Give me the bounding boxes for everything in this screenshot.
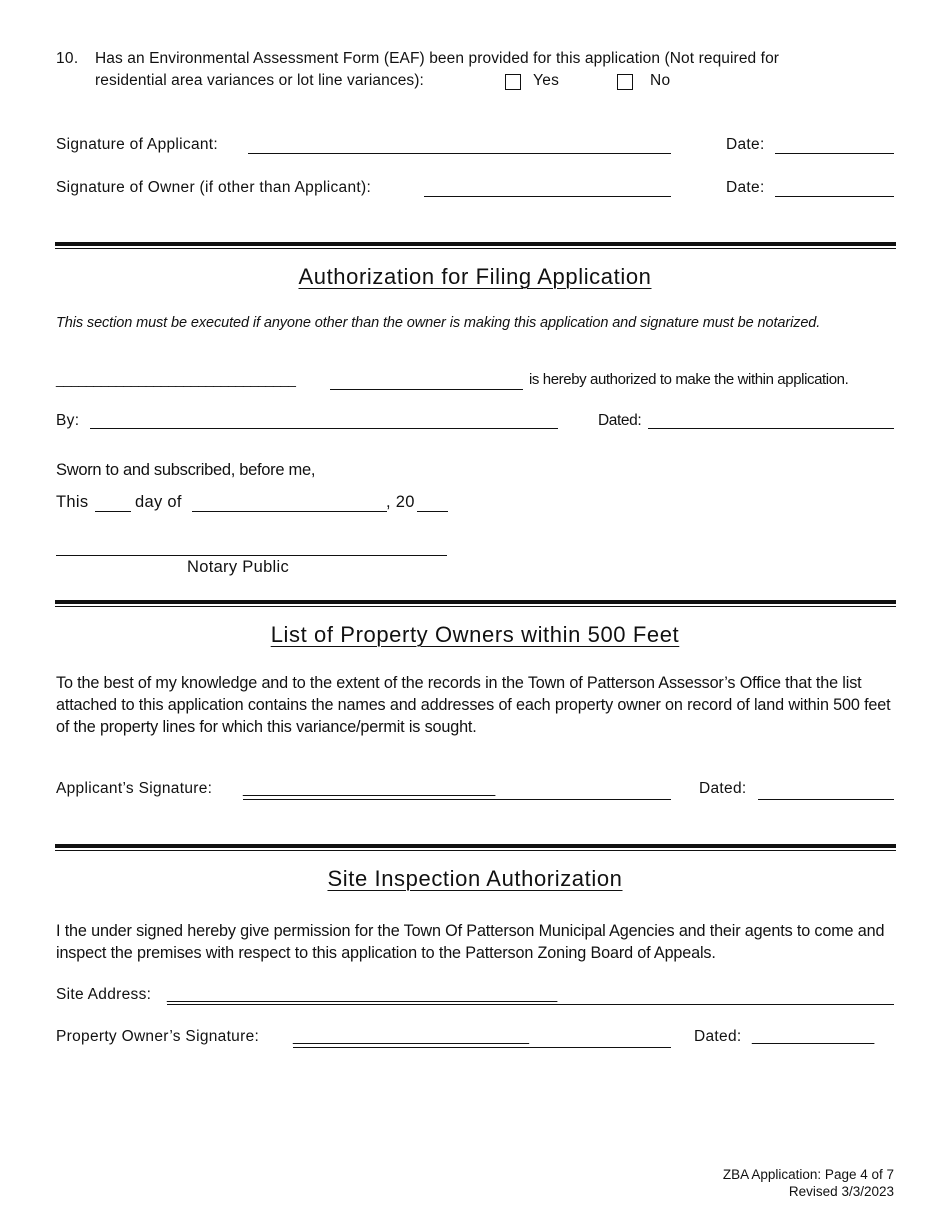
section-divider-thin — [55, 248, 896, 249]
authorized-name-dashes: ________________________________ — [56, 371, 296, 387]
section-divider — [55, 600, 896, 604]
applicant-signature-label: Signature of Applicant: — [56, 136, 219, 153]
question-10 — [0, 0, 950, 100]
property-owners-title: List of Property Owners within 500 Feet — [270, 622, 680, 647]
notary-public-label: Notary Public — [187, 558, 290, 576]
by-field[interactable] — [90, 428, 558, 429]
authorization-note: This section must be executed if anyone other than the owner is making this application and signature must be notarized. — [56, 315, 821, 331]
site-address-dashes: ________________________________________________ — [167, 986, 557, 1003]
section-divider — [55, 242, 896, 246]
site-inspection-title: Site Inspection Authorization — [327, 866, 623, 891]
site-dated-dashes[interactable]: _______________ — [752, 1028, 874, 1045]
authorization-dated-label: Dated: — [598, 412, 642, 429]
owner-date-field[interactable] — [775, 196, 894, 197]
question-text-line2: residential area variances or lot line variances): — [95, 72, 424, 89]
applicants-signature-field[interactable] — [243, 799, 671, 800]
property-owners-paragraph: To the best of my knowledge and to the extent of the records in the Town of Patterson Assessor’s Office that the list attached to this application contains the names and addresses of each property owner on record of land within 500 feet of the property lines for which this variance/permit is sought. — [56, 674, 891, 736]
applicant-signature-field[interactable] — [248, 153, 671, 154]
property-owners-dated-label: Dated: — [699, 780, 747, 797]
property-owner-signature-label: Property Owner’s Signature: — [56, 1028, 260, 1045]
authorized-name-field[interactable] — [330, 389, 523, 390]
footer-page-number: ZBA Application: Page 4 of 7 — [722, 1167, 894, 1182]
eaf-yes-label: Yes — [533, 72, 560, 89]
applicants-signature-dashes: _______________________________ — [243, 780, 495, 797]
section-divider — [55, 844, 896, 848]
property-owner-signature-field[interactable] — [293, 1047, 671, 1048]
site-dated-label: Dated: — [694, 1028, 742, 1045]
footer-revised-date: Revised 3/3/2023 — [788, 1184, 894, 1199]
authorized-text: is hereby authorized to make the within application. — [529, 371, 849, 388]
property-owners-dated-field[interactable] — [758, 799, 894, 800]
section-divider-thin — [55, 850, 896, 851]
year-field[interactable] — [417, 511, 448, 512]
site-inspection-paragraph: I the under signed hereby give permission for the Town Of Patterson Municipal Agencies and their agents to come and inspect the premises with respect to this application to the Patterson Zoning Board of Appeals. — [56, 922, 885, 962]
eaf-no-label: No — [650, 72, 671, 89]
eaf-no-checkbox[interactable] — [617, 74, 633, 90]
section-divider-thin — [55, 606, 896, 607]
site-address-label: Site Address: — [56, 986, 152, 1003]
day-of-label: day of — [135, 493, 182, 511]
year-prefix: , 20 — [386, 493, 415, 511]
applicant-date-field[interactable] — [775, 153, 894, 154]
by-label: By: — [56, 412, 80, 429]
sworn-text: Sworn to and subscribed, before me, — [56, 461, 316, 479]
question-text-line1: Has an Environmental Assessment Form (EAF) been provided for this application (Not required for — [95, 50, 780, 67]
owner-date-label: Date: — [726, 179, 765, 196]
this-label: This — [56, 493, 89, 511]
page-footer — [723, 1166, 894, 1200]
authorization-dated-field[interactable] — [648, 428, 894, 429]
applicant-date-label: Date: — [726, 136, 765, 153]
authorization-title: Authorization for Filing Application — [298, 264, 652, 289]
question-number: 10. — [56, 50, 79, 67]
owner-signature-label: Signature of Owner (if other than Applicant): — [56, 179, 372, 196]
month-field[interactable] — [192, 511, 387, 512]
applicants-signature-label: Applicant’s Signature: — [56, 780, 213, 797]
eaf-yes-checkbox[interactable] — [505, 74, 521, 90]
site-address-field[interactable] — [167, 1004, 894, 1005]
notary-signature-field[interactable] — [56, 555, 447, 556]
property-owner-signature-dashes: _____________________________ — [293, 1028, 529, 1045]
owner-signature-field[interactable] — [424, 196, 671, 197]
day-field[interactable] — [95, 511, 131, 512]
